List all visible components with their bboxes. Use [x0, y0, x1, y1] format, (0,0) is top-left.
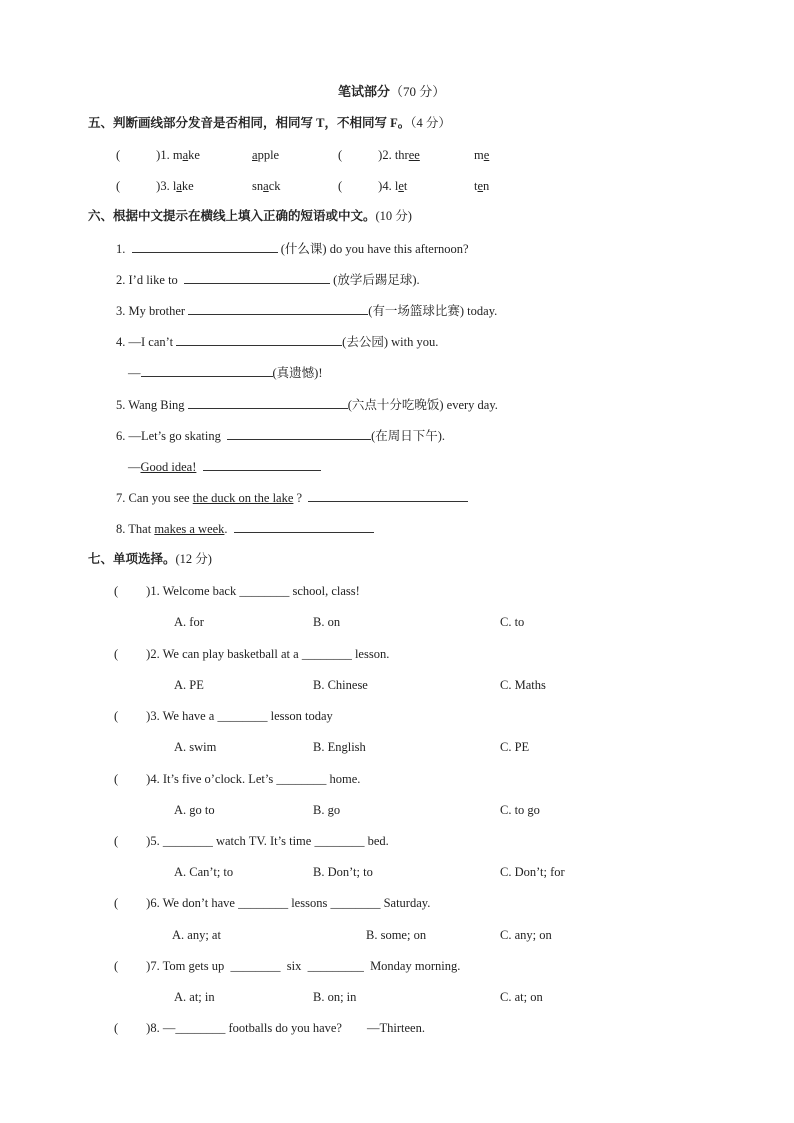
mc-q2-option-c[interactable]: C. Maths: [500, 678, 546, 692]
s6-q8-underlined: makes a week: [154, 522, 225, 536]
s5-w2u: e: [477, 179, 484, 193]
mc-q1-stem: ( )1. Welcome back ________ school, class!: [114, 584, 360, 598]
s6-q8: [116, 520, 374, 537]
s6-q4b: [128, 364, 323, 381]
s6-q4-hint: (去公园): [342, 335, 388, 349]
s5-w2a: t: [474, 179, 478, 193]
s6-q3: [116, 302, 497, 319]
s6-q3-post: today.: [467, 304, 498, 318]
s6-q1-pre: 1.: [116, 242, 126, 256]
s6-q2-pre: 2. I’d like to: [116, 273, 178, 287]
page-title: [338, 84, 445, 100]
s6-q1-hint: (什么课): [280, 242, 327, 256]
mc-stem-text: )4. It’s five o’clock. Let’s ________ home.: [146, 772, 361, 786]
section-5-heading-text: 五、判断画线部分发音是否相同，相同写 T，不相同写 F。: [88, 116, 411, 130]
s6-q2: [116, 271, 420, 288]
mc-q5-option-c[interactable]: C. Don’t; for: [500, 865, 565, 879]
mc-q7-option-c[interactable]: C. at; on: [500, 990, 543, 1004]
s6-q7: [116, 489, 468, 506]
s5-w2u: e: [483, 148, 490, 162]
s5-item-1-word: )1. m: [156, 148, 183, 162]
s5-item-2: ( )2. three: [338, 148, 420, 162]
mc-q3-stem: ( )3. We have a ________ lesson today: [114, 709, 333, 723]
mc-q7-stem: ( )7. Tom gets up ________ six _________ Monday morning.: [114, 959, 461, 973]
mc-q3-option-a[interactable]: A. swim: [174, 740, 217, 754]
mc-q5-option-a[interactable]: A. Can’t; to: [174, 865, 234, 879]
mc-q6-option-c[interactable]: C. any; on: [500, 928, 552, 942]
s6-q6: [116, 427, 445, 444]
s5-item-2-word: )2. thr: [378, 148, 409, 162]
s5-w2a: sn: [252, 179, 264, 193]
mc-stem-text: )7. Tom gets up ________ six _________ Monday morning.: [146, 959, 461, 973]
s5-item-4-rest: t: [403, 179, 408, 193]
section-7-heading: [88, 551, 212, 567]
s6-q2-hint: (放学后踢足球).: [333, 273, 420, 287]
s6-q3-hint: (有一场篮球比赛): [368, 304, 465, 318]
section-7-heading-text: 七、单项选择。: [88, 552, 176, 566]
s6-q4b-hint: (真遗憾)!: [272, 366, 323, 380]
s5-item-3-word: )3. l: [156, 179, 177, 193]
section-5-score: （4 分）: [410, 116, 451, 130]
mc-q5-option-b[interactable]: B. Don’t; to: [313, 865, 373, 879]
mc-stem-text: )3. We have a ________ lesson today: [146, 709, 333, 723]
mc-q5-stem: ( )5. ________ watch TV. It’s time ________ bed.: [114, 834, 389, 848]
mc-q7-option-b[interactable]: B. on; in: [313, 990, 357, 1004]
answer-blank[interactable]: [234, 520, 374, 533]
s6-q6-hint: (在周日下午).: [371, 429, 446, 443]
s6-q6b-underlined: Good idea!: [140, 460, 197, 474]
answer-blank[interactable]: [176, 333, 342, 346]
section-6-score: (10 分): [375, 209, 412, 223]
s6-q5-hint: (六点十分吃晚饭): [347, 398, 444, 412]
s5-item-2-word2: [474, 147, 489, 163]
s6-q8-post: .: [224, 522, 228, 536]
s6-q3-pre: 3. My brother: [116, 304, 186, 318]
s5-item-4-underlined: e: [398, 179, 404, 193]
s5-item-1-word2: [252, 147, 279, 163]
mc-q8-stem: ( )8. —________ footballs do you have? —Thirteen.: [114, 1021, 425, 1035]
mc-q7-option-a[interactable]: A. at; in: [174, 990, 215, 1004]
s6-q8-pre: 8. That: [116, 522, 152, 536]
answer-blank[interactable]: [227, 427, 371, 440]
section-6-heading-text: 六、根据中文提示在横线上填入正确的短语或中文。: [88, 209, 376, 223]
s5-w2u: a: [263, 179, 269, 193]
answer-blank[interactable]: [141, 364, 273, 377]
s5-item-1-rest: ke: [188, 148, 200, 162]
s6-q5-pre: 5. Wang Bing: [116, 398, 185, 412]
s5-item-3-word2: [252, 178, 281, 194]
s6-q4-pre: 4. —I can’t: [116, 335, 174, 349]
mc-q1-option-b[interactable]: B. on: [313, 615, 341, 629]
s5-w2b: n: [483, 179, 490, 193]
s6-q7-underlined: the duck on the lake: [192, 491, 294, 505]
s6-q6b: [128, 458, 321, 475]
answer-blank[interactable]: [132, 240, 278, 253]
s5-item-4: ( )4. let: [338, 179, 408, 193]
s6-q7-post: ?: [296, 491, 303, 505]
s6-q5: [116, 396, 498, 413]
s6-q6-pre: 6. —Let’s go skating: [116, 429, 221, 443]
s5-item-4-word2: [474, 178, 489, 194]
mc-q1-option-a[interactable]: A. for: [174, 615, 204, 629]
mc-q4-option-c[interactable]: C. to go: [500, 803, 540, 817]
mc-q6-stem: ( )6. We don’t have ________ lessons ________ Saturday.: [114, 896, 431, 910]
s6-q4-post: with you.: [391, 335, 439, 349]
mc-q4-stem: ( )4. It’s five o’clock. Let’s ________ home.: [114, 772, 361, 786]
mc-q6-option-a[interactable]: A. any; at: [172, 928, 221, 942]
answer-blank[interactable]: [184, 271, 330, 284]
mc-q2-stem: ( )2. We can play basketball at a ________ lesson.: [114, 647, 390, 661]
mc-q1-option-c[interactable]: C. to: [500, 615, 525, 629]
mc-q2-option-b[interactable]: B. Chinese: [313, 678, 368, 692]
answer-blank[interactable]: [188, 302, 368, 315]
s5-item-1-underlined: a: [182, 148, 189, 162]
mc-q2-option-a[interactable]: A. PE: [174, 678, 204, 692]
answer-blank[interactable]: [188, 396, 348, 409]
s5-w2u: a: [252, 148, 258, 162]
answer-blank[interactable]: [308, 489, 468, 502]
mc-stem-text: )5. ________ watch TV. It’s time ________ bed.: [146, 834, 389, 848]
s5-item-4-word: )4. l: [378, 179, 399, 193]
s6-q4b-pre: —: [128, 366, 141, 380]
section-7-score: (12 分): [175, 552, 212, 566]
s6-q1-post: do you have this afternoon?: [329, 242, 469, 256]
s5-w2b: ck: [268, 179, 281, 193]
s5-item-3-underlined: a: [176, 179, 182, 193]
mc-q3-option-c[interactable]: C. PE: [500, 740, 530, 754]
s6-q6b-pre: —: [128, 460, 141, 474]
title-text: 笔试部分: [338, 84, 391, 99]
mc-stem-text: )2. We can play basketball at a ________ lesson.: [146, 647, 390, 661]
mc-stem-text: )6. We don’t have ________ lessons ________ Saturday.: [146, 896, 431, 910]
section-5-heading: [88, 115, 451, 131]
s5-item-3: ( )3. lake: [116, 179, 194, 193]
mc-stem-text: )1. Welcome back ________ school, class!: [146, 584, 360, 598]
title-score: （70 分）: [390, 84, 446, 99]
s5-w2b: pple: [257, 148, 280, 162]
answer-blank[interactable]: [203, 458, 321, 471]
s6-q4: [116, 333, 438, 350]
section-6-heading: [88, 208, 412, 224]
s5-item-2-underlined: ee: [408, 148, 420, 162]
mc-q6-option-b[interactable]: B. some; on: [366, 928, 427, 942]
s6-q7-pre: 7. Can you see: [116, 491, 190, 505]
mc-q4-option-a[interactable]: A. go to: [174, 803, 215, 817]
s5-item-1: ( )1. make: [116, 148, 200, 162]
mc-q3-option-b[interactable]: B. English: [313, 740, 366, 754]
s6-q1: [116, 240, 469, 257]
s5-item-3-rest: ke: [181, 179, 194, 193]
mc-q4-option-b[interactable]: B. go: [313, 803, 341, 817]
s5-w2a: m: [474, 148, 484, 162]
s6-q5-post: every day.: [446, 398, 498, 412]
mc-stem-text: )8. —________ footballs do you have? —Thirteen.: [146, 1021, 425, 1035]
